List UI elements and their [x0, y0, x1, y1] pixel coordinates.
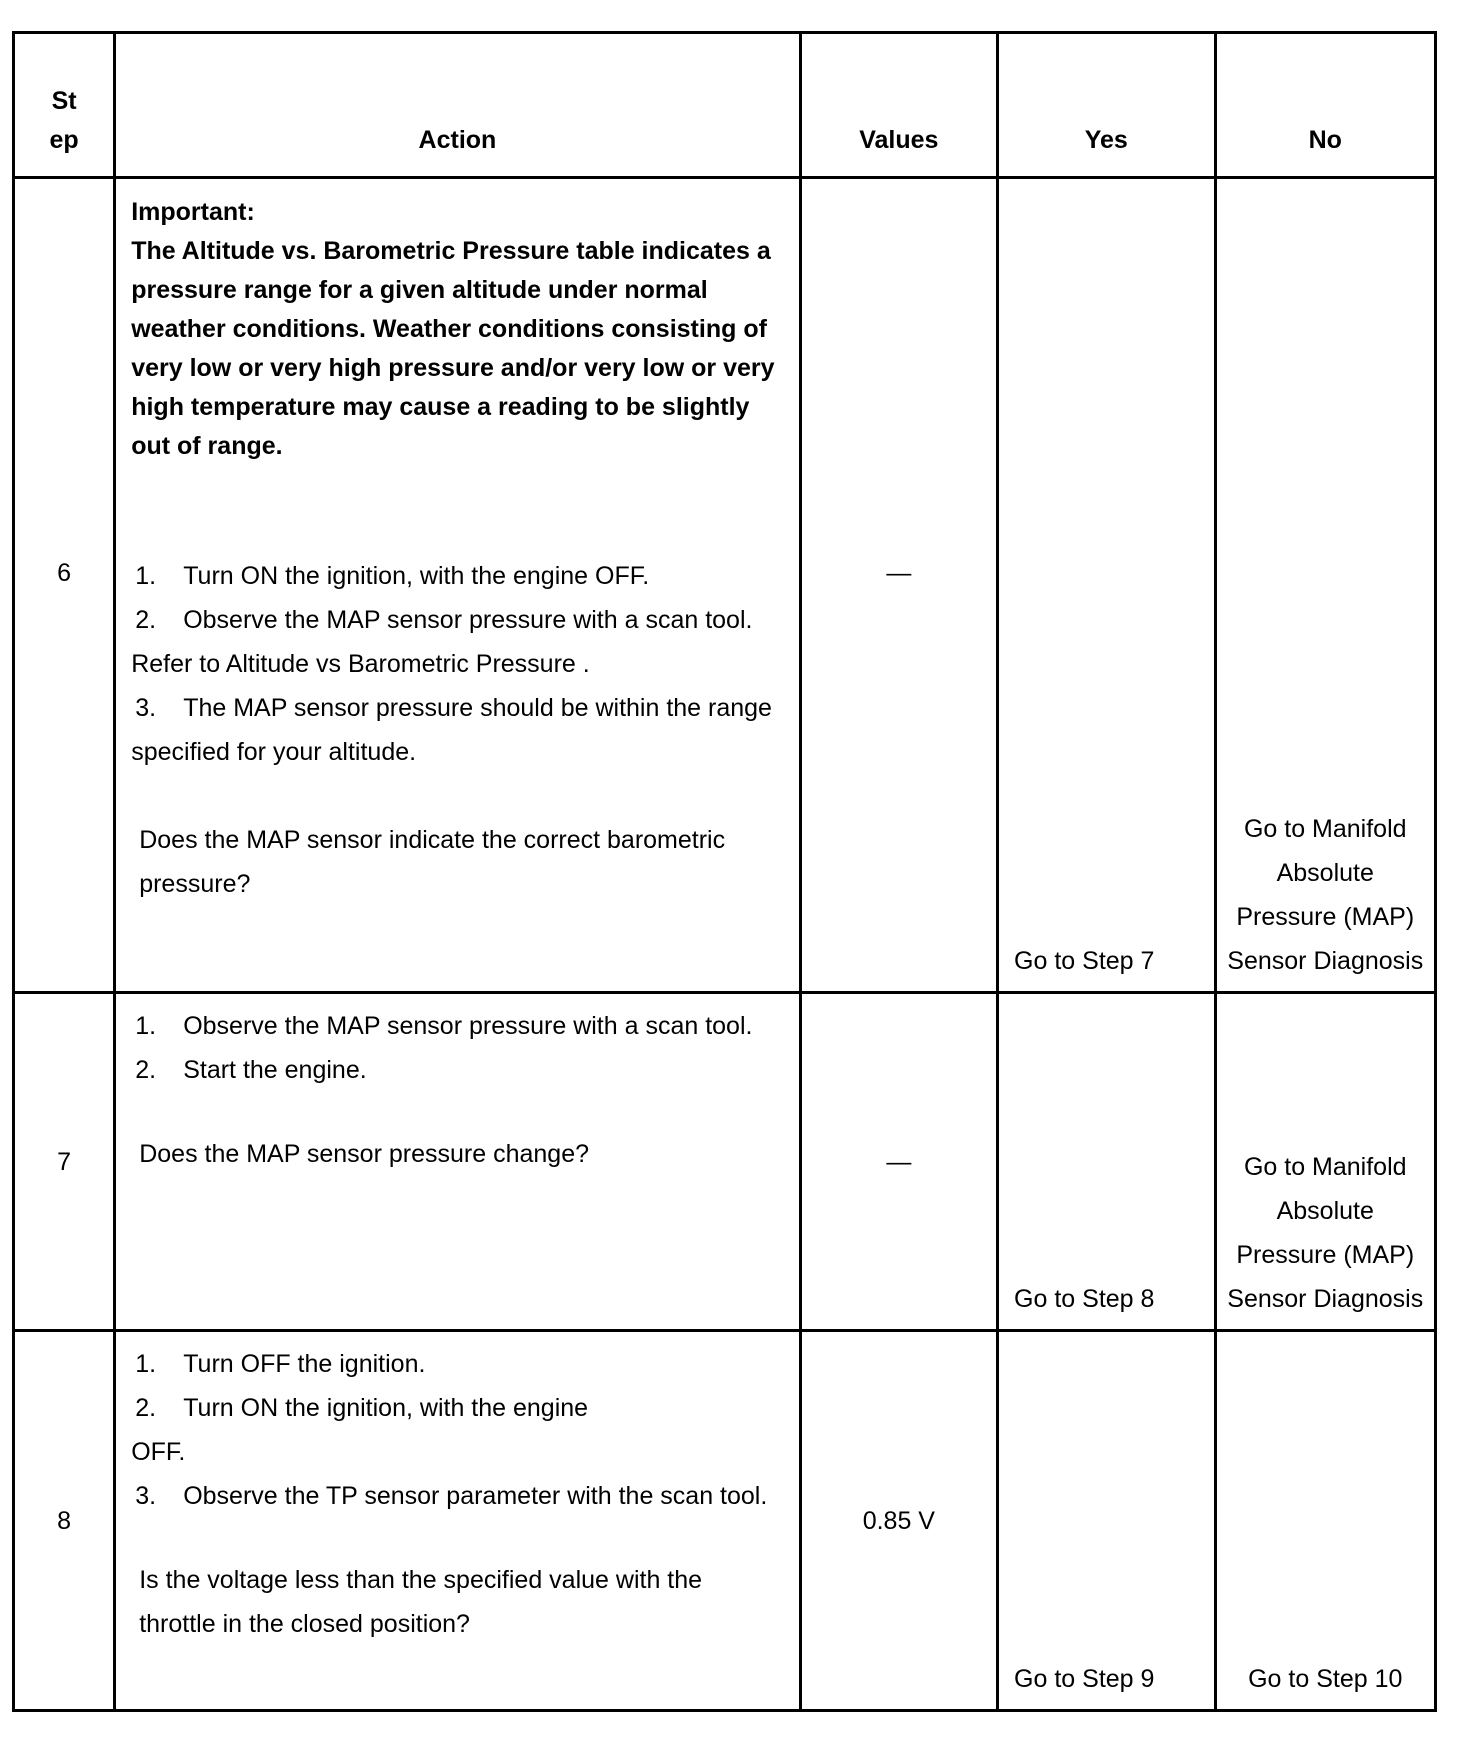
important-text: The Altitude vs. Barometric Pressure table indicates a pressure range for a given altitude under normal weather conditions. Weather conditions consisting of very low or very high pressure and/or very low or very high temperature may cause a reading to be slightly out of range.	[131, 237, 775, 460]
no-cell: Go to Manifold Absolute Pressure (MAP) Sensor Diagnosis	[1215, 178, 1436, 993]
action-cell	[115, 993, 800, 1331]
step-number: 6	[14, 178, 115, 993]
action-cell	[115, 178, 800, 993]
question-text: Does the MAP sensor pressure change?	[139, 1140, 589, 1168]
diagnostic-table	[12, 31, 1437, 1712]
value-cell: 0.85 V	[800, 1331, 997, 1711]
step-row-6	[14, 178, 1436, 993]
yes-cell: Go to Step 7	[998, 178, 1215, 993]
list-item: 2. Start the engine.	[135, 1056, 367, 1084]
header-row	[14, 33, 1436, 178]
list-item: 1. Observe the MAP sensor pressure with a scan tool.	[135, 1012, 753, 1040]
no-cell: Go to Step 10	[1215, 1331, 1436, 1711]
step-row-7	[14, 993, 1436, 1331]
action-cell	[115, 1331, 800, 1711]
step-row-8	[14, 1331, 1436, 1711]
header-step: St ep	[14, 33, 115, 178]
list-item: 2. Turn ON the ignition, with the engine OFF.	[131, 1394, 589, 1466]
important-title: Important:	[131, 198, 255, 226]
step-number: 7	[14, 993, 115, 1331]
step-number: 8	[14, 1331, 115, 1711]
list-item: 1. Turn OFF the ignition.	[135, 1350, 426, 1378]
header-values: Values	[800, 33, 997, 178]
list-item: 3. The MAP sensor pressure should be within the range specified for your altitude.	[131, 694, 772, 766]
question-text: Is the voltage less than the specified value with the throttle in the closed position?	[139, 1566, 703, 1638]
list-item: 1. Turn ON the ignition, with the engine OFF.	[135, 562, 650, 590]
list-item: 2. Observe the MAP sensor pressure with a scan tool. Refer to Altitude vs Barometric Pressure .	[131, 606, 753, 678]
yes-cell: Go to Step 9	[998, 1331, 1215, 1711]
question-text: Does the MAP sensor indicate the correct barometric pressure?	[139, 826, 726, 898]
header-yes: Yes	[998, 33, 1215, 178]
value-cell: —	[800, 993, 997, 1331]
value-cell: —	[800, 178, 997, 993]
list-item: 3. Observe the TP sensor parameter with the scan tool.	[135, 1482, 768, 1510]
header-no: No	[1215, 33, 1436, 178]
no-cell: Go to Manifold Absolute Pressure (MAP) Sensor Diagnosis	[1215, 993, 1436, 1331]
header-action: Action	[115, 33, 800, 178]
yes-cell: Go to Step 8	[998, 993, 1215, 1331]
